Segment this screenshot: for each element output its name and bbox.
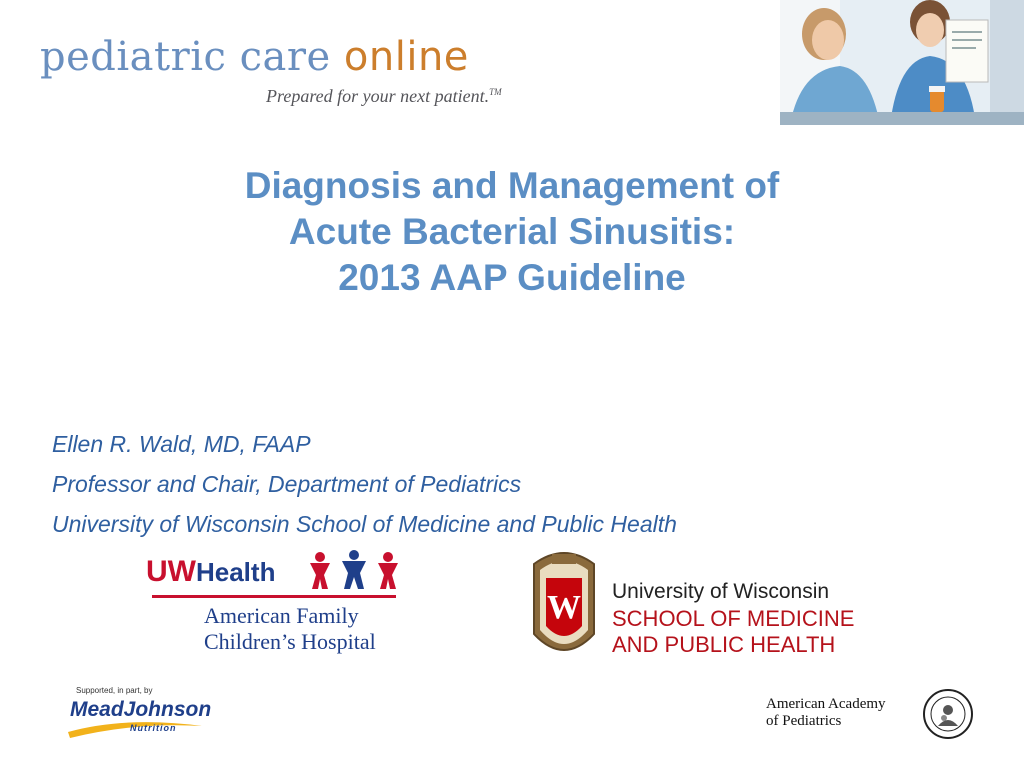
uw-sub-line-2: Children’s Hospital [204,629,376,654]
health-text: Health [195,557,276,587]
brand-main-text: pediatric care [40,34,344,80]
brand-logo [40,34,469,80]
school-line-3: AND PUBLIC HEALTH [612,632,836,657]
brand-tagline [266,86,502,107]
trademark-mark: TM [489,87,502,97]
uw-health-wordmark [146,555,275,589]
brand-header [40,34,600,114]
uw-school-medicine-logo [526,548,886,670]
school-line-2: SCHOOL OF MEDICINE [612,606,855,631]
brand-accent-text: online [343,34,469,80]
author-position: Professor and Chair, Department of Pediatrics [52,471,522,497]
support-text: Supported, in part, by [76,686,153,695]
uw-hospital-name [204,603,376,655]
aap-line-1: American Academy [766,696,886,712]
author-name: Ellen R. Wald, MD, FAAP [52,431,311,457]
nutrition-text: Nutrition [130,723,177,733]
title-line-1: Diagnosis and Management of [244,165,780,206]
uw-sub-line-1: American Family [204,603,359,628]
author-institution: University of Wisconsin School of Medicine and Public Health [52,511,677,537]
school-line-1: University of Wisconsin [612,580,830,603]
aap-wordmark [766,696,886,730]
title-line-2: Acute Bacterial Sinusitis: [288,211,736,252]
mead-johnson-name: MeadJohnson [70,698,212,721]
uw-health-logo [146,549,416,664]
aap-logo [766,688,980,744]
uw-divider [152,595,396,598]
uw-crest-icon [526,548,602,670]
tagline-text: Prepared for your next patient. [266,86,490,106]
mead-johnson-logo [66,686,216,746]
nurse-photo-image [780,0,1024,125]
header-photo [780,0,1024,125]
title-line-3: 2013 AAP Guideline [338,257,686,298]
slide-title [60,163,964,301]
aap-seal-icon [922,688,974,740]
uw-text: UW [146,555,196,588]
svg-text:W: W [547,589,581,626]
author-block [52,424,677,544]
children-figures-icon [306,549,406,593]
aap-line-2: of Pediatrics [766,713,842,729]
